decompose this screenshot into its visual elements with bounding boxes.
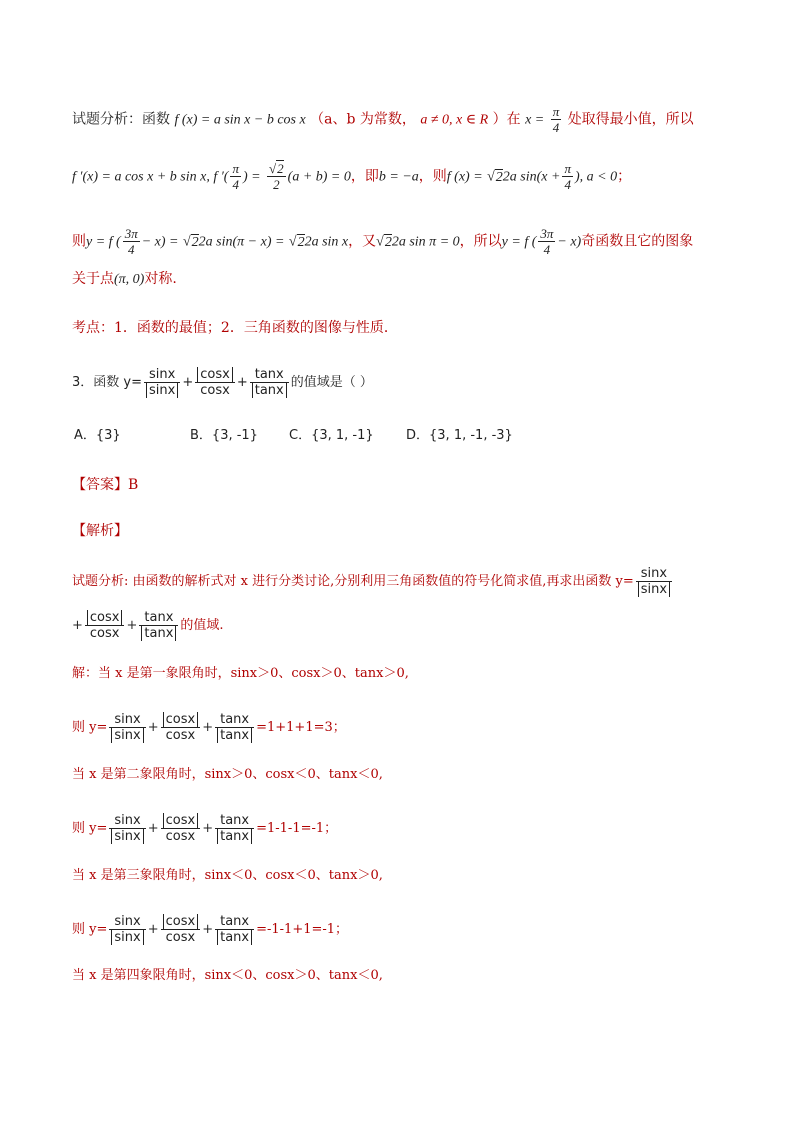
case-quadrant-1: 解：当 x 是第一象限角时，sinx＞0、cosx＞0、tanx＞0, bbox=[72, 666, 409, 681]
option-c: C．{3, 1, -1} bbox=[289, 428, 374, 443]
case-quadrant-4: 当 x 是第四象限角时，sinx＜0、cosx＞0、tanx＜0, bbox=[72, 968, 383, 983]
result-quadrant-1: 则 y= $\frac{\sin x}{\sin x}$ + $\frac{\cos x}{\cos x}$ + $\frac{\tan x}{\tan x}$ =1+1+1=3； bbox=[72, 712, 346, 743]
kaodian: 考点：1．函数的最值；2．三角函数的图像与性质． bbox=[72, 320, 398, 336]
case-quadrant-2: 当 x 是第二象限角时，sinx＞0、cosx＜0、tanx＜0, bbox=[72, 767, 383, 782]
option-b: B．{3, -1} bbox=[190, 428, 258, 443]
function-expression: f (x) = a sin x − b cos x bbox=[174, 112, 306, 128]
option-d: D．{3, 1, -1, -3} bbox=[406, 428, 513, 443]
result-quadrant-3: 则 y= $\frac{\sin x}{\sin x}$ + $\frac{\cos x}{\cos x}$ + $\frac{\tan x}{\tan x}$ =-1-1+1=-1； bbox=[72, 914, 349, 945]
analysis1-line3: 则y = f ( $\frac{3\pi}{4}$ − x) = √22a sin(π − x) = √22a sin x，又√22a sin π = 0，所以y = f ( $\frac{3\pi}{4}$ − x)奇函数且它的图象 bbox=[72, 226, 694, 257]
jiexi-title: 【解析】 bbox=[72, 523, 128, 539]
option-a: A．{3} bbox=[74, 428, 121, 443]
analysis1-line2: f ′(x) = a cos x + b sin x, f ′( $\frac{\pi}{4}$ ) = $\frac{√2}{2}$ (a + b) = 0，即b = −a，则f (x) = √22a sin(x + $\frac{\pi}{4}$ ), a < 0； bbox=[72, 161, 632, 192]
question-3: 3．函数 y= $\frac{\sin x}{\sin x}$ + $\frac{\cos x}{\cos x}$ + $\frac{\tan x}{\tan x}$ 的值域是（ ） bbox=[72, 367, 373, 398]
answer: 【答案】B bbox=[72, 477, 139, 493]
case-quadrant-3: 当 x 是第三象限角时，sinx＜0、cosx＜0、tanx＞0, bbox=[72, 868, 383, 883]
analysis1-line4: 关于点(π, 0)对称. bbox=[72, 271, 177, 287]
analysis2-line2: + $\frac{\cos x}{\cos x}$ + $\frac{\tan x}{\tan x}$ 的值域. bbox=[72, 610, 224, 641]
analysis1-line1: 试题分析：函数 f (x) = a sin x − b cos x （a、b 为常数， a ≠ 0, x ∈ R ）在 x = $\frac{\pi}{4}$ 处取得最小值，所以 bbox=[72, 104, 694, 135]
fraction-sqrt2-over-2: $\frac{√2}{2}$ bbox=[269, 161, 284, 192]
fraction-pi-over-4: $\frac{\pi}{4}$ bbox=[552, 104, 560, 135]
analysis2-line1: 试题分析: 由函数的解析式对 x 进行分类讨论,分别利用三角函数值的符号化简求值,再求出函数 y= $\frac{\sin x}{\sin x}$ bbox=[72, 566, 674, 597]
result-quadrant-2: 则 y= $\frac{\sin x}{\sin x}$ + $\frac{\cos x}{\cos x}$ + $\frac{\tan x}{\tan x}$ =1-1-1=-1； bbox=[72, 813, 338, 844]
